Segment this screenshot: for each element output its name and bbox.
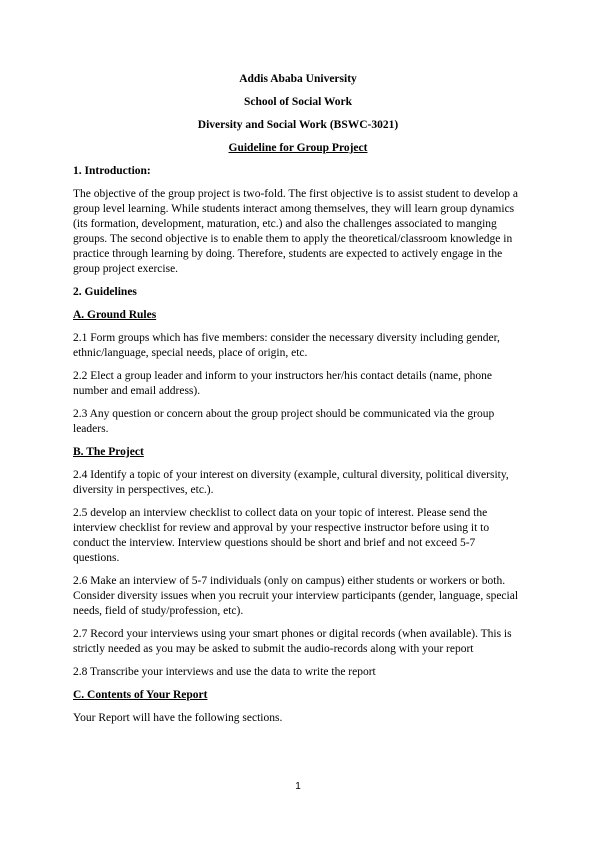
project-item: 2.7 Record your interviews using your smart phones or digital records (when available). This is strictly needed as you may be asked to submit the audio-records along with your report <box>73 628 512 655</box>
project-heading: B. The Project <box>73 446 144 458</box>
report-contents-heading: C. Contents of Your Report <box>73 689 208 701</box>
ground-rule-item: 2.2 Elect a group leader and inform to your instructors her/his contact details (name, phone number and email address). <box>73 370 492 397</box>
course-title: Diversity and Social Work (BSWC-3021) <box>197 119 399 131</box>
project-item: 2.6 Make an interview of 5-7 individuals (only on campus) either students or workers or both. Consider diversity issues when you recruit your interview participants (gender, language, special needs, field of study/profession, etc). <box>73 575 519 617</box>
introduction-heading: 1. Introduction: <box>73 165 151 177</box>
university-name: Addis Ababa University <box>239 73 357 85</box>
introduction-paragraph: The objective of the group project is two-fold. The first objective is to assist student to develop a group level learning. While students interact among themselves, they will learn group dynamics (its formation, development, maturation, etc.) and also the challenges associated to manging groups. The second objective is to enable them to apply the theoretical/classroom knowledge in practice through learning by doing. Therefore, students are expected to actively engage in the group project exercise. <box>73 188 518 275</box>
project-item: 2.5 develop an interview checklist to collect data on your topic of interest. Please send the interview checklist for review and approval by your respective instructor before using it to conduct the interview. Interview questions should be short and brief and not exceed 5-7 questions. <box>73 507 490 564</box>
guidelines-heading: 2. Guidelines <box>73 286 137 298</box>
report-contents-paragraph: Your Report will have the following sections. <box>73 712 283 724</box>
ground-rules-heading: A. Ground Rules <box>73 309 157 321</box>
project-item: 2.8 Transcribe your interviews and use the data to write the report <box>73 666 376 678</box>
guideline-title: Guideline for Group Project <box>228 142 368 154</box>
project-item: 2.4 Identify a topic of your interest on diversity (example, cultural diversity, political diversity, diversity in perspectives, etc.). <box>73 469 509 496</box>
ground-rule-item: 2.1 Form groups which has five members: consider the necessary diversity including gender, ethnic/language, special needs, place of origin, etc. <box>73 332 500 359</box>
document-page <box>73 72 523 734</box>
page-number: 1 <box>295 781 301 792</box>
ground-rule-item: 2.3 Any question or concern about the group project should be communicated via the group leaders. <box>73 408 495 435</box>
school-name: School of Social Work <box>243 96 353 108</box>
